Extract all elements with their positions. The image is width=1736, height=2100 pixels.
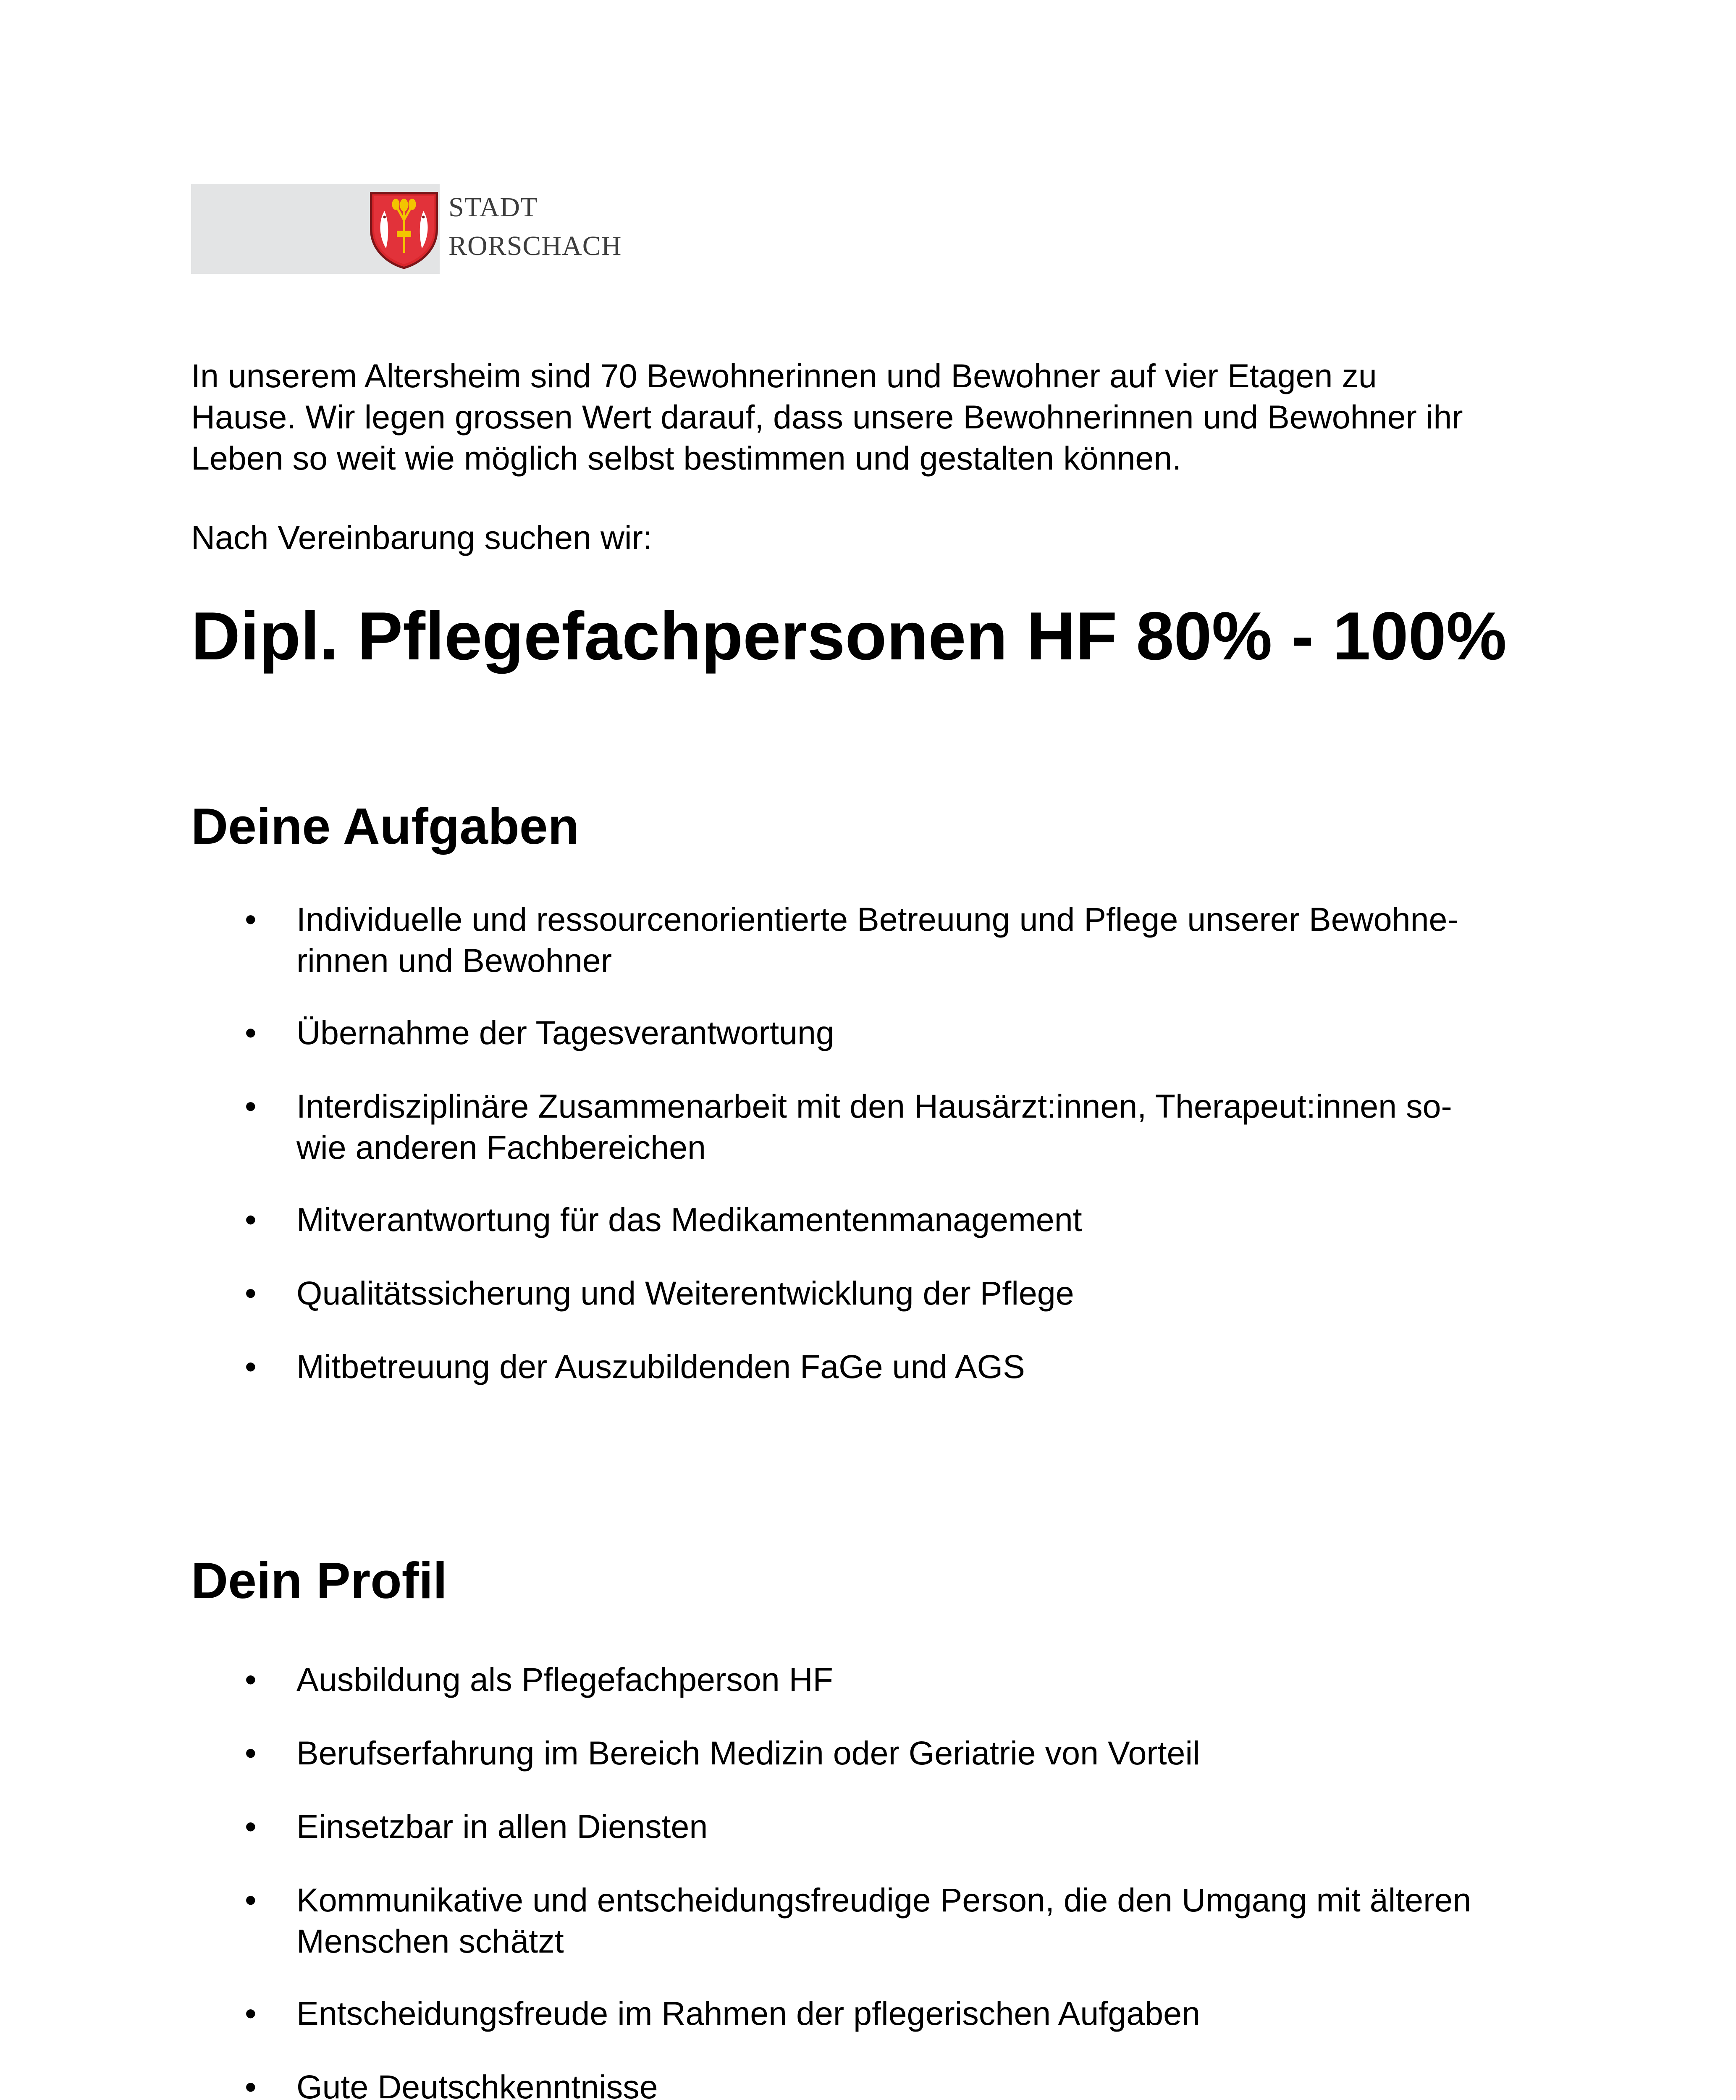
bullet-icon: • — [245, 1808, 257, 1845]
bullet-icon: • — [245, 1348, 257, 1385]
intro-line: Leben so weit wie möglich selbst bestimmen und gestalten können. — [191, 439, 1182, 477]
bullet-icon: • — [245, 1014, 257, 1051]
list-item-text: rinnen und Bewohner — [296, 942, 612, 979]
list-item-text: Übernahme der Tagesverantwortung — [296, 1014, 834, 1051]
list-item-text: Einsetzbar in allen Diensten — [296, 1808, 708, 1845]
section-heading-profil: Dein Profil — [191, 1552, 448, 1609]
bullet-icon: • — [245, 900, 257, 938]
bullet-icon: • — [245, 2068, 257, 2100]
list-item-text: Qualitätssicherung und Weiterentwicklung der Pflege — [296, 1274, 1074, 1312]
list-item-text: Berufserfahrung im Bereich Medizin oder Geriatrie von Vorteil — [296, 1734, 1200, 1772]
list-item-text: Mitverantwortung für das Medikamentenmanagement — [296, 1201, 1082, 1238]
logo-line-stadt: STADT — [448, 192, 538, 223]
job-title: Dipl. Pflegefachpersonen HF 80% - 100% — [191, 598, 1507, 674]
bullet-icon: • — [245, 1661, 257, 1698]
list-item-text: Individuelle und ressourcenorientierte Betreuung und Pflege unserer Bewohne- — [296, 900, 1458, 938]
bullet-icon: • — [245, 1201, 257, 1238]
search-statement: Nach Vereinbarung suchen wir: — [191, 519, 652, 556]
list-item-text: Kommunikative und entscheidungsfreudige Person, die den Umgang mit älteren — [296, 1881, 1471, 1919]
bullet-icon: • — [245, 1995, 257, 2032]
list-item-text: Mitbetreuung der Auszubildenden FaGe und AGS — [296, 1348, 1025, 1385]
list-item-text: Gute Deutschkenntnisse — [296, 2068, 658, 2100]
bullet-icon: • — [245, 1087, 257, 1125]
bullet-icon: • — [245, 1274, 257, 1312]
intro-line: Hause. Wir legen grossen Wert darauf, dass unsere Bewohnerinnen und Bewohner ihr — [191, 398, 1463, 436]
list-item-text: Menschen schätzt — [296, 1922, 564, 1960]
section-heading-aufgaben: Deine Aufgaben — [191, 798, 580, 855]
coat-of-arms-icon — [367, 190, 441, 270]
bullet-icon: • — [245, 1881, 257, 1919]
logo-wordmark — [448, 188, 621, 265]
list-item-text: Interdisziplinäre Zusammenarbeit mit den Hausärzt:innen, Therapeut:innen so- — [296, 1087, 1452, 1125]
bullet-icon: • — [245, 1734, 257, 1772]
intro-line: In unserem Altersheim sind 70 Bewohnerinnen und Bewohner auf vier Etagen zu — [191, 357, 1377, 394]
list-item-text: Ausbildung als Pflegefachperson HF — [296, 1661, 833, 1698]
list-item-text: Entscheidungsfreude im Rahmen der pflegerischen Aufgaben — [296, 1995, 1200, 2032]
intro-paragraph — [191, 355, 1577, 479]
logo-line-rorschach: RORSCHACH — [448, 231, 622, 261]
list-item-text: wie anderen Fachbereichen — [296, 1129, 706, 1166]
